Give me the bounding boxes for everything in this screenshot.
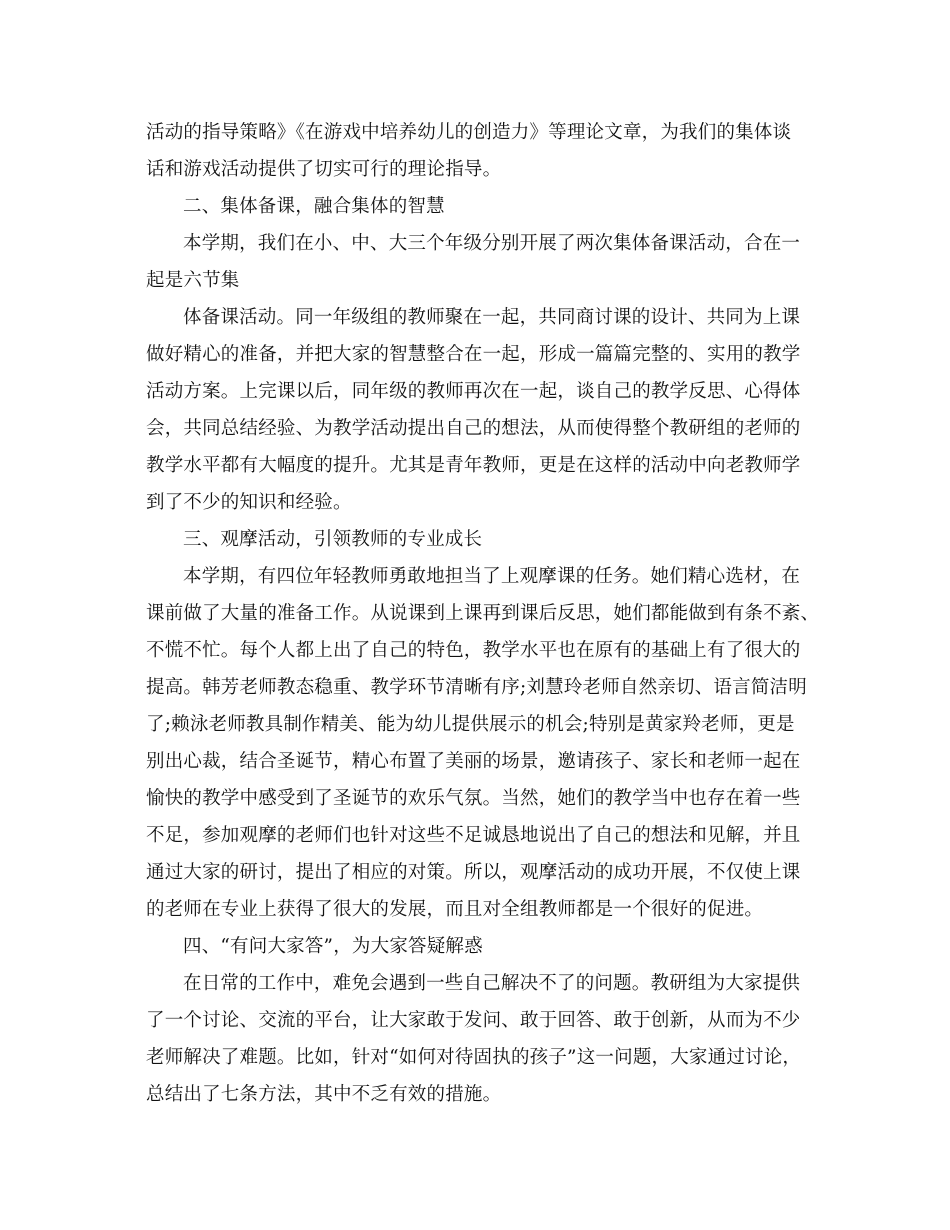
paragraph-line: 课前做了大量的准备工作。从说课到上课再到课后反思，她们都能做到有条不紊、 (146, 603, 820, 624)
paragraph-line: 不慌不忙。每个人都上出了自己的特色，教学水平也在原有的基础上有了很大的 (146, 640, 801, 661)
paragraph-line: 了一个讨论、交流的平台，让大家敢于发问、敢于回答、敢于创新，从而为不少 (146, 1010, 801, 1031)
paragraph-line: 老师解决了难题。比如，针对“如何对待固执的孩子”这一问题，大家通过讨论， (146, 1047, 802, 1068)
paragraph-line: 话和游戏活动提供了切实可行的理论指导。 (146, 159, 502, 180)
paragraph-line: 的老师在专业上获得了很大的发展，而且对全组教师都是一个很好的促进。 (146, 899, 764, 920)
paragraph-line: 做好精心的准备，并把大家的智慧整合在一起，形成一篇篇完整的、实用的教学 (146, 344, 801, 365)
paragraph-line-indented: 在日常的工作中，难免会遇到一些自己解决不了的问题。教研组为大家提供 (183, 973, 801, 994)
paragraph-line-indented: 本学期，我们在小、中、大三个年级分别开展了两次集体备课活动，合在一 (183, 233, 801, 254)
paragraph-line: 会，共同总结经验、为教学活动提出自己的想法，从而使得整个教研组的老师的 (146, 418, 801, 439)
paragraph-line: 了;赖泳老师教具制作精美、能为幼儿提供展示的机会;特别是黄家羚老师，更是 (146, 714, 795, 735)
paragraph-line: 别出心裁，结合圣诞节，精心布置了美丽的场景，邀请孩子、家长和老师一起在 (146, 751, 801, 772)
paragraph-line: 总结出了七条方法，其中不乏有效的措施。 (146, 1084, 502, 1105)
paragraph-line: 教学水平都有大幅度的提升。尤其是青年教师，更是在这样的活动中向老教师学 (146, 455, 801, 476)
paragraph-line: 提高。韩芳老师教态稳重、教学环节清晰有序;刘慧玲老师自然亲切、语言简洁明 (146, 677, 807, 698)
paragraph-line-indented: 三、观摩活动，引领教师的专业成长 (183, 529, 483, 550)
paragraph-line-indented: 四、“有问大家答”，为大家答疑解惑 (183, 936, 483, 957)
paragraph-line-indented: 本学期，有四位年轻教师勇敢地担当了上观摩课的任务。她们精心选材，在 (183, 566, 801, 587)
paragraph-line: 愉快的教学中感受到了圣诞节的欢乐气氛。当然，她们的教学当中也存在着一些 (146, 788, 801, 809)
paragraph-line: 到了不少的知识和经验。 (146, 492, 352, 513)
paragraph-line: 起是六节集 (146, 270, 240, 291)
paragraph-line: 活动的指导策略》《在游戏中培养幼儿的创造力》等理论文章，为我们的集体谈 (146, 122, 792, 143)
paragraph-line-indented: 体备课活动。同一年级组的教师聚在一起，共同商讨课的设计、共同为上课 (183, 307, 801, 328)
paragraph-line: 不足，参加观摩的老师们也针对这些不足诚恳地说出了自己的想法和见解，并且 (146, 825, 801, 846)
paragraph-line-indented: 二、集体备课，融合集体的智慧 (183, 196, 445, 217)
paragraph-line: 通过大家的研讨，提出了相应的对策。所以，观摩活动的成功开展，不仅使上课 (146, 862, 801, 883)
paragraph-line: 活动方案。上完课以后，同年级的教师再次在一起，谈自己的教学反思、心得体 (146, 381, 801, 402)
document-body (146, 114, 820, 1113)
